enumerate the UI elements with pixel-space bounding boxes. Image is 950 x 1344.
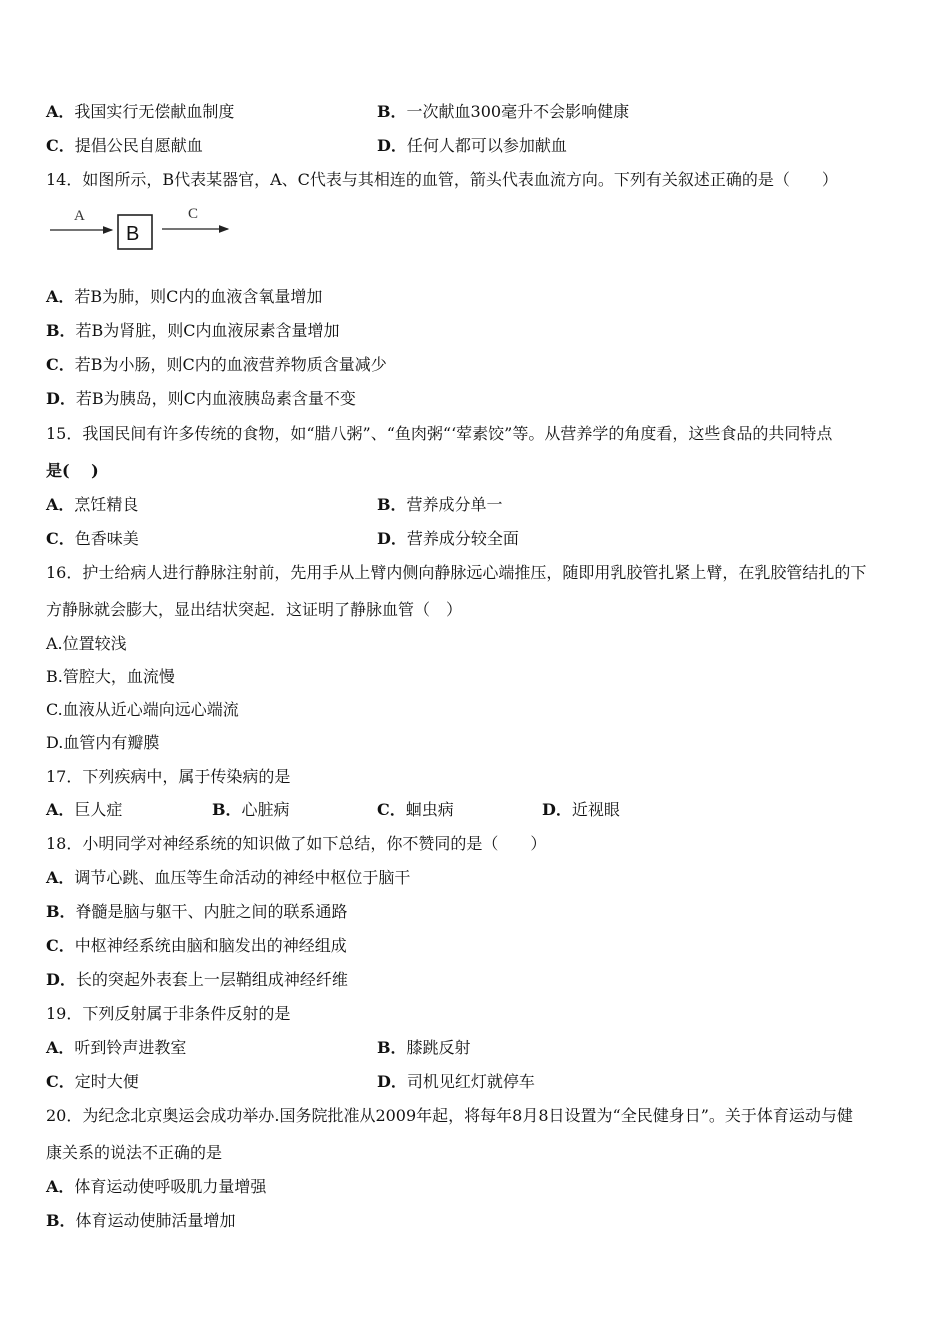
option-text: 若B为胰岛，则C内血液胰岛素含量不变: [75, 389, 356, 408]
q18-option-b: [46, 902, 348, 922]
q19-option-d: [377, 1072, 535, 1092]
option-letter: A.: [46, 634, 63, 653]
q19-option-c: [46, 1072, 139, 1092]
option-text: 营养成分较全面: [406, 529, 519, 548]
q15-option-a: [46, 495, 138, 515]
q17-option-b: [212, 800, 290, 820]
option-text: 近视眼: [571, 800, 620, 819]
option-letter: A．: [46, 1177, 75, 1196]
q20-option-a: [46, 1177, 266, 1197]
option-letter: C．: [46, 136, 75, 155]
option-letter: C．: [46, 936, 75, 955]
option-letter: B．: [377, 1038, 407, 1057]
option-letter: B.: [46, 667, 63, 686]
option-text: 蛔虫病: [405, 800, 454, 819]
label-b: B: [126, 223, 140, 245]
q17-stem: 17．下列疾病中，属于传染病的是: [46, 767, 291, 786]
q15-stem-line1: 15．我国民间有许多传统的食物，如“腊八粥”、“鱼肉粥“‘荤素饺”等。从营养学的角度看，这些食品的共同特点: [46, 424, 833, 443]
q17-option-c: [377, 800, 454, 820]
q14-option-b: [46, 321, 340, 341]
q16-option-b: [46, 667, 175, 687]
option-text: 我国实行无偿献血制度: [74, 102, 235, 121]
option-text: 脊髓是脑与躯干、内脏之间的联系通路: [75, 902, 348, 921]
q16-stem-line1: 16．护士给病人进行静脉注射前，先用手从上臂内侧向静脉远心端推压，随即用乳胶管扎紧上臂，在乳胶管结扎的下: [46, 563, 867, 582]
option-text: 一次献血300毫升不会影响健康: [406, 102, 630, 121]
q17-option-d: [542, 800, 620, 820]
option-letter: A．: [46, 800, 75, 819]
q19-option-b: [377, 1038, 471, 1058]
option-letter: C．: [46, 355, 75, 374]
q14-diagram: [46, 202, 246, 254]
q18-option-c: [46, 936, 347, 956]
q13-option-b: [377, 102, 629, 122]
option-text: 调节心跳、血压等生命活动的神经中枢位于脑干: [74, 868, 411, 887]
label-a: A: [74, 208, 85, 224]
option-text: 体育运动使呼吸肌力量增强: [74, 1177, 267, 1196]
q14-option-c: [46, 355, 387, 375]
q18-stem: 18．小明同学对神经系统的知识做了如下总结，你不赞同的是（ ）: [46, 834, 547, 853]
q14-option-d: [46, 389, 356, 409]
q16-option-c: [46, 700, 239, 720]
option-text: 任何人都可以参加献血: [406, 136, 567, 155]
q13-option-c: [46, 136, 203, 156]
option-letter: D.: [46, 733, 64, 752]
option-text: 血液从近心端向远心端流: [62, 700, 239, 719]
q14-stem: 14．如图所示，B代表某器官，A、C代表与其相连的血管，箭头代表血流方向。下列有关叙述正确的是（ ）: [46, 170, 838, 189]
option-text: 长的突起外表套上一层鞘组成神经纤维: [75, 970, 348, 989]
label-c: C: [188, 206, 199, 222]
q20-option-b: [46, 1211, 236, 1231]
option-text: 体育运动使肺活量增加: [75, 1211, 236, 1230]
option-letter: B．: [212, 800, 242, 819]
option-letter: D．: [377, 136, 407, 155]
option-text: 中枢神经系统由脑和脑发出的神经组成: [74, 936, 347, 955]
option-letter: D．: [377, 1072, 407, 1091]
option-letter: D．: [46, 389, 76, 408]
option-text: 营养成分单一: [406, 495, 503, 514]
option-text: 若B为小肠，则C内的血液营养物质含量减少: [74, 355, 387, 374]
q18-option-a: [46, 868, 410, 888]
option-text: 色香味美: [74, 529, 139, 548]
option-letter: B．: [46, 902, 76, 921]
q14-option-a: [46, 287, 322, 307]
option-text: 提倡公民自愿献血: [74, 136, 203, 155]
q15-option-b: [377, 495, 503, 515]
option-letter: B．: [46, 321, 76, 340]
q16-option-a: [46, 634, 127, 654]
q19-option-a: [46, 1038, 186, 1058]
option-letter: C．: [46, 1072, 75, 1091]
option-letter: B．: [46, 1211, 76, 1230]
option-text: 膝跳反射: [406, 1038, 471, 1057]
q15-option-c: [46, 529, 139, 549]
q20-stem-line1: 20．为纪念北京奥运会成功举办.国务院批准从2009年起，将每年8月8日设置为“全民健身日”。关于体育运动与健: [46, 1106, 853, 1125]
option-letter: D．: [377, 529, 407, 548]
option-text: 巨人症: [74, 800, 123, 819]
option-text: 位置较浅: [62, 634, 127, 653]
option-text: 血管内有瓣膜: [63, 733, 160, 752]
option-letter: C．: [46, 529, 75, 548]
option-text: 心脏病: [241, 800, 290, 819]
option-letter: A．: [46, 102, 75, 121]
option-text: 听到铃声进教室: [74, 1038, 187, 1057]
option-text: 若B为肺，则C内的血液含氧量增加: [74, 287, 323, 306]
option-text: 管腔大，血流慢: [62, 667, 175, 686]
option-letter: B．: [377, 495, 407, 514]
option-letter: D．: [542, 800, 572, 819]
q17-option-a: [46, 800, 122, 820]
q16-option-d: [46, 733, 159, 753]
option-text: 烹饪精良: [74, 495, 139, 514]
option-text: 若B为肾脏，则C内血液尿素含量增加: [75, 321, 340, 340]
q13-option-d: [377, 136, 567, 156]
q20-stem-line2: 康关系的说法不正确的是: [46, 1143, 223, 1162]
option-letter: D．: [46, 970, 76, 989]
option-letter: A．: [46, 495, 75, 514]
option-letter: C.: [46, 700, 63, 719]
q15-option-d: [377, 529, 519, 549]
option-letter: A．: [46, 287, 75, 306]
q18-option-d: [46, 970, 348, 990]
option-letter: B．: [377, 102, 407, 121]
option-letter: A．: [46, 1038, 75, 1057]
q13-option-a: [46, 102, 234, 122]
q15-stem-line2: 是( ): [46, 461, 99, 480]
option-letter: A．: [46, 868, 75, 887]
option-text: 司机见红灯就停车: [406, 1072, 535, 1091]
option-text: 定时大便: [74, 1072, 139, 1091]
q16-stem-line2: 方静脉就会膨大，显出结状突起．这证明了静脉血管（ ）: [46, 600, 463, 619]
q19-stem: 19．下列反射属于非条件反射的是: [46, 1004, 291, 1023]
option-letter: C．: [377, 800, 406, 819]
